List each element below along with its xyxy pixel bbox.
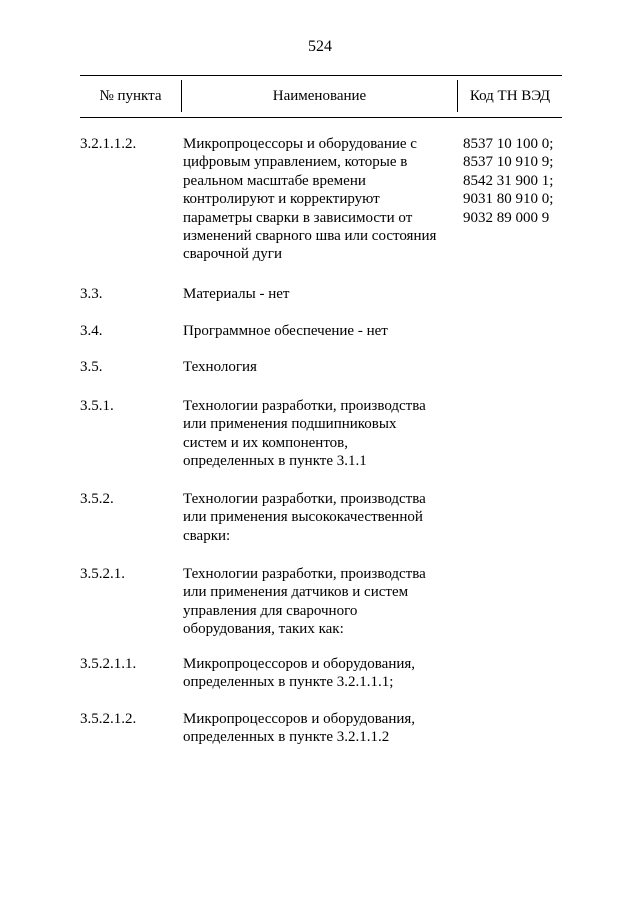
item-code-line: 8537 10 910 9; [463,154,554,171]
item-name-line: или применения подшипниковых [183,416,397,433]
item-name [183,710,458,747]
item-code-line: 9031 80 910 0; [463,191,554,208]
item-name-line: Технология [183,359,257,375]
item-number: 3.5.2.1. [80,566,125,582]
header-item-number: № пункта [99,88,162,104]
item-number: 3.5.1. [80,398,114,414]
item-name [183,135,458,264]
item-name-line: Материалы - нет [183,286,290,302]
item-name [183,322,458,340]
item-name-line: определенных в пункте 3.1.1 [183,453,367,470]
item-name-line: сварки: [183,527,231,544]
item-name-line: Микропроцессоров и оборудования, [183,656,416,672]
item-number: 3.2.1.1.2. [80,136,137,152]
item-name-line: Микропроцессоры и оборудование с [183,136,417,152]
table-header-top-rule [80,75,562,76]
item-number: 3.5.2. [80,491,114,507]
table-header-bottom-rule [80,117,562,118]
item-code [463,135,573,227]
item-name-line: Микропроцессоров и оборудования, [183,711,416,727]
item-number: 3.5. [80,359,103,375]
item-name-line: сварочной дуги [183,246,282,263]
item-name-line: систем и их компонентов, [183,434,349,451]
item-name-line: или применения датчиков и систем [183,584,409,601]
item-name-line: оборудования, таких как: [183,621,344,638]
item-name [183,565,458,639]
item-name-line: Технологии разработки, производства [183,566,426,582]
item-code-line: 9032 89 000 9 [463,209,550,226]
item-number: 3.4. [80,323,103,339]
item-number: 3.3. [80,286,103,302]
item-name-line: цифровым управлением, которые в [183,154,408,171]
item-number: 3.5.2.1.2. [80,711,137,727]
item-code-line: 8537 10 100 0; [463,136,554,152]
item-name-line: определенных в пункте 3.2.1.1.2 [183,729,390,746]
item-name-line: или применения высококачественной [183,509,423,526]
item-name [183,655,458,692]
item-name-line: управления для сварочного [183,602,358,619]
item-name [183,358,458,376]
item-code-line: 8542 31 900 1; [463,172,554,189]
item-name-line: контролируют и корректируют [183,191,380,208]
item-name-line: Технологии разработки, производства [183,491,426,507]
item-name-line: реальном масштабе времени [183,172,366,189]
item-name-line: определенных в пункте 3.2.1.1.1; [183,674,394,691]
item-name [183,490,458,545]
item-name-line: Программное обеспечение - нет [183,323,388,339]
header-code: Код ТН ВЭД [469,88,551,104]
item-name [183,397,458,471]
item-name-line: изменений сварного шва или состояния [183,228,437,245]
item-name-line: Технологии разработки, производства [183,398,426,414]
page-number: 524 [308,38,332,55]
item-number: 3.5.2.1.1. [80,656,137,672]
item-name-line: параметры сварки в зависимости от [183,209,413,226]
header-name: Наименование [272,88,367,104]
item-name [183,285,458,303]
